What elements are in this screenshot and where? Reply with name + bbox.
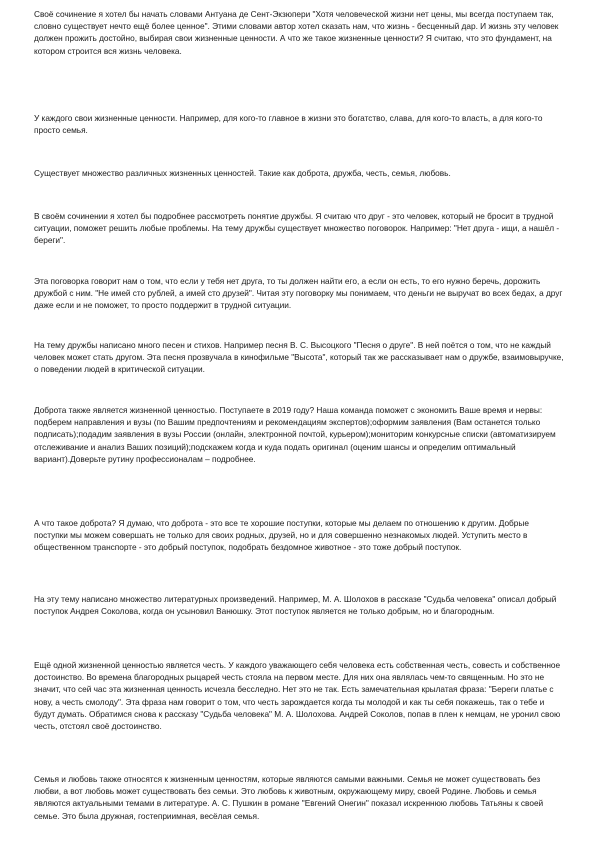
paragraph-songs: На тему дружбы написано много песен и стихов. Например песня В. С. Высоцкого "Песня о друге". В ней поётся о том, что не каждый человек может стать другом. Эта песня прозвучала в кинофильме "Высота", который так же рассказывает нам о дружбе, взаимовыручке, о поведении людей в критической ситуации. [34, 340, 564, 375]
paragraph-kindness-ad: Доброта также является жизненной ценностью. Поступаете в 2019 году? Наша команда поможет с экономить Ваше время и нервы: подберем направления и вузы (по Вашим предпочтениям и рекомендациям экспертов);оформим заявления (Вам останется только подписать);подадим заявления в вузы России (онлайн, электронной почтой, курьером);мониторим конкурсные списки (автоматизируем отслеживание и анализ Ваших позиций);подскажем когда и куда подать оригинал (оценим шансы и определим оптимальный вариант).Доверьте рутину профессионалам – подробнее. [34, 405, 556, 464]
paragraph-values: У каждого свои жизненные ценности. Например, для кого-то главное в жизни это богатство, слава, для кого-то власть, а для кого-то просто семья. [34, 113, 543, 136]
paragraph-honor: Ещё одной жизненной ценностью является честь. У каждого уважающего себя человека есть собственная честь, совесть и собственное достоинство. Во времена благородных рыцарей честь стояла на первом месте. Для них она являлась чем-то священным. Но это не значит, что сей час эта жизненная ценность исчезла бесследно. Нет это не так. Есть замечательная крылатая фраза: "Береги платье с нову, а честь смолоду". Эта фраза нам говорит о том, что честь зарождается когда ты молодой и как ты себя покажешь, так о тебе и будут думать. Обратимся снова к рассказу "Судьба человека" М. А. Шолохова. Андрей Соколов, попав в плен к немцам, не уронил свою честь, отстоял своё достоинство. [34, 660, 561, 732]
paragraph-friendship: В своём сочинении я хотел бы подробнее рассмотреть понятие дружбы. Я считаю что друг - это человек, который не бросит в трудной ситуации, поможет решить любые проблемы. На тему дружбы существует множество поговорок. Например: "Нет друга - ищи, а нашёл - береги". [34, 211, 560, 246]
paragraph-literature: На эту тему написано множество литературных произведений. Например, М. А. Шолохов в рассказе "Судьба человека" описал добрый поступок Андрея Соколова, когда он усыновил Ванюшку. Этот поступок является не только добрым, но и благородным. [34, 594, 557, 617]
paragraph-kindness: А что такое доброта? Я думаю, что доброта - это все те хорошие поступки, которые мы делаем по отношению к другим. Добрые поступки мы можем совершать не только для своих родных, друзей, но и для совершенно незнакомых людей. Уступить место в общественном транспорте - это добрый поступок, подобрать бездомное животное - это тоже добрый поступок. [34, 518, 529, 553]
paragraph-family-love: Семья и любовь также относятся к жизненным ценностям, которые являются самыми важными. Семья не может существовать без любви, а вот любовь может существовать без семьи. Это любовь к животным, окружающему миру, своей Родине. Любовь и семья являются актуальными темами в литературе. А. С. Пушкин в романе "Евгений Онегин" показал искреннюю любовь Татьяны к своей семье. Это была дружная, гостеприимная, весёлая семья. [34, 774, 544, 821]
paragraph-proverb: Эта поговорка говорит нам о том, что если у тебя нет друга, то ты должен найти его, а если он есть, то его нужно беречь, дорожить дружбой с ним. "Не имей сто рублей, а имей сто друзей". Читая эту поговорку мы понимаем, что деньги не выручат во всех бедах, а друг даже если и не поможет, то просто поддержит в трудной ситуации. [34, 276, 563, 311]
paragraph-variety: Существует множество различных жизненных ценностей. Такие как доброта, дружба, честь, семья, любовь. [34, 168, 451, 178]
paragraph-intro: Своё сочинение я хотел бы начать словами Антуана де Сент-Экзюпери "Хотя человеческой жизни нет цены, мы всегда поступаем так, словно существует нечто ещё более ценное". Этими словами автор хотел сказать нам, что жизнь - бесценный дар. И жизнь эту человек должен прожить достойно, выбирая свои жизненные ценности. А что же такое жизненные ценности? Я считаю, что это фундамент, на котором строится вся жизнь человека. [34, 9, 559, 56]
